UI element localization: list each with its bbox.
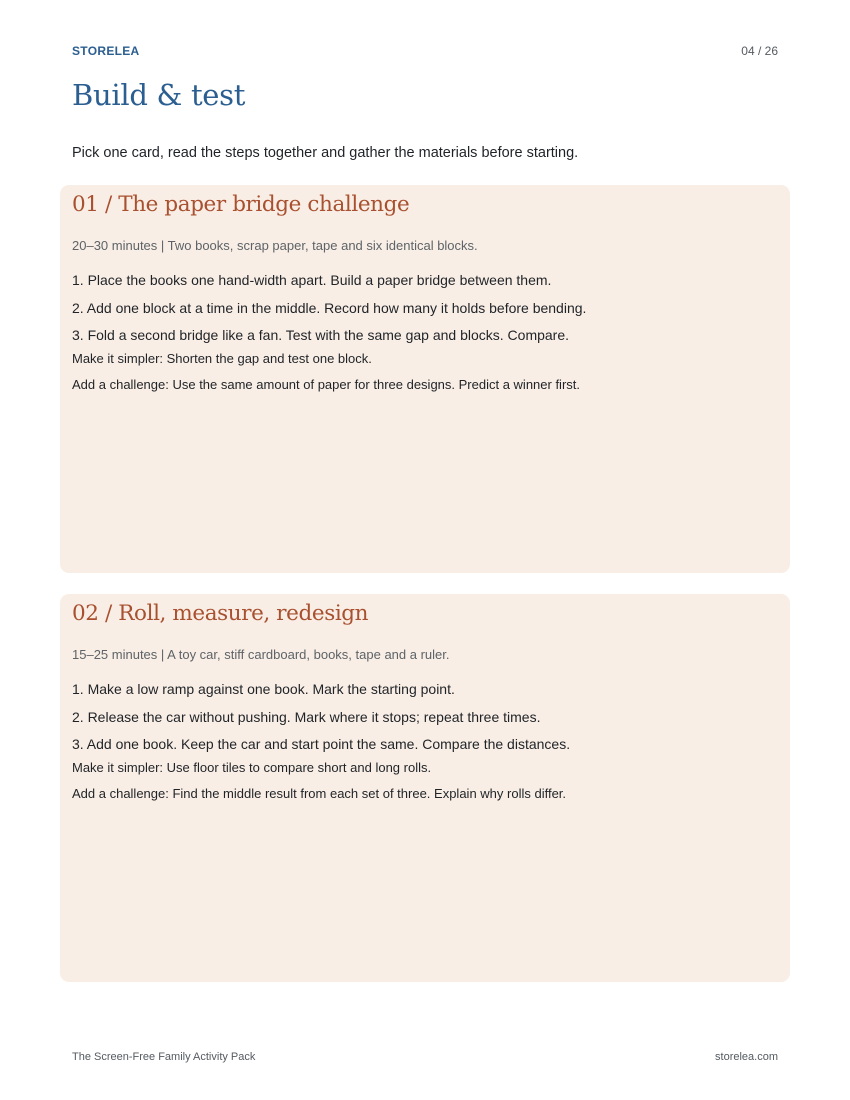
challenge-note: Add a challenge: Find the middle result from each set of three. Explain why rolls differ. <box>72 786 567 801</box>
intro-text: Pick one card, read the steps together and gather the materials before starting. <box>72 145 579 161</box>
activity-card-roll-measure <box>60 594 790 982</box>
activity-card-paper-bridge <box>60 185 790 573</box>
simpler-note: Make it simpler: Shorten the gap and test one block. <box>72 351 372 366</box>
simpler-note: Make it simpler: Use floor tiles to compare short and long rolls. <box>72 760 432 775</box>
footer-title: The Screen-Free Family Activity Pack <box>72 1051 256 1063</box>
steps-list <box>72 267 586 350</box>
step-item: 3. Fold a second bridge like a fan. Test with the same gap and blocks. Compare. <box>72 327 570 343</box>
page-number: 04 / 26 <box>741 44 778 58</box>
step-item: 2. Add one block at a time in the middle. Record how many it holds before bending. <box>72 299 587 316</box>
step-item: 2. Release the car without pushing. Mark where it stops; repeat three times. <box>72 708 541 725</box>
step-item: 1. Make a low ramp against one book. Mark the starting point. <box>72 681 455 697</box>
card-title: 02 / Roll, measure, redesign <box>72 601 369 626</box>
page-title: Build & test <box>72 78 246 112</box>
footer-url: storelea.com <box>715 1051 778 1063</box>
card-meta: 20–30 minutes | Two books, scrap paper, tape and six identical blocks. <box>72 238 478 253</box>
challenge-note: Add a challenge: Use the same amount of paper for three designs. Predict a winner first. <box>72 377 580 392</box>
card-meta: 15–25 minutes | A toy car, stiff cardboard, books, tape and a ruler. <box>72 647 450 662</box>
step-item: 3. Add one book. Keep the car and start point the same. Compare the distances. <box>72 736 571 752</box>
steps-list <box>72 676 570 759</box>
step-item: 1. Place the books one hand-width apart. Build a paper bridge between them. <box>72 272 552 288</box>
header-brand: STORELEA <box>72 44 140 58</box>
card-title: 01 / The paper bridge challenge <box>72 192 410 217</box>
